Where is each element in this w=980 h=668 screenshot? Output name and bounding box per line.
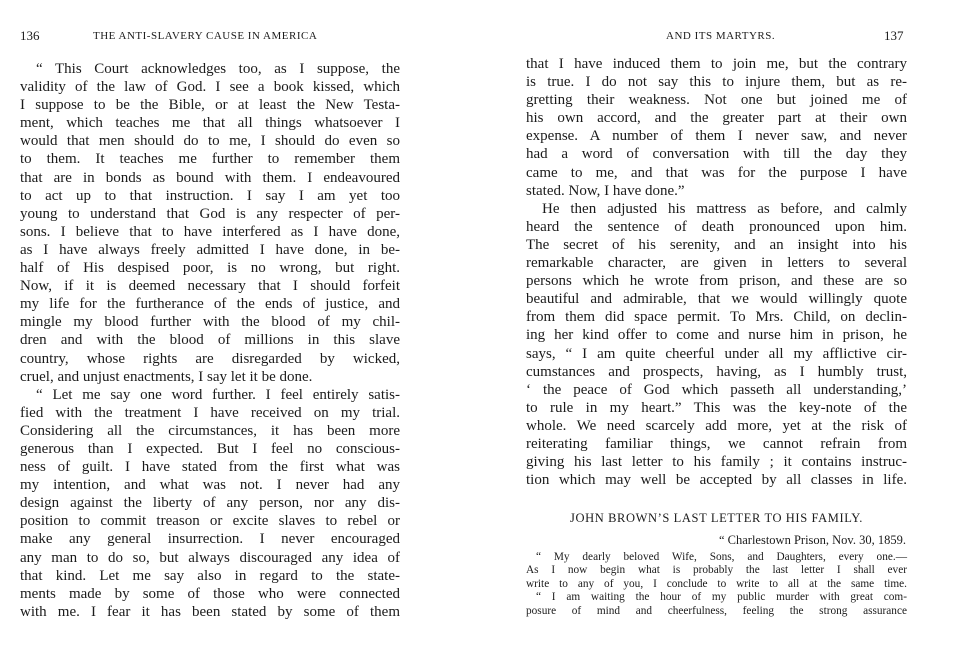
text-line: heard the sentence of death pronounced upon him. — [526, 218, 907, 235]
right-page-number: 137 — [884, 28, 904, 43]
text-line: ments made by some of those who were connected — [20, 585, 400, 602]
text-line: I suppose to be the Bible, or at least the New Testa- — [20, 97, 400, 114]
text-line: ing her kind offer to come and nurse him in prison, he — [526, 327, 907, 344]
text-line: had a word of conversation with till the day they — [526, 146, 907, 163]
letter-body — [526, 551, 907, 618]
text-line: ‘ the peace of God which passeth all understanding,’ — [526, 381, 907, 398]
text-line: half of His despised poor, is no wrong, but right. — [20, 260, 400, 277]
text-line: reiterating familiar things, we cannot refrain from — [526, 435, 907, 452]
text-line: generous than I expected. But I feel no conscious- — [20, 440, 400, 457]
text-line: that kind. Let me say also in regard to the state- — [20, 567, 400, 584]
text-line: my life for the furtherance of the ends of justice, and — [20, 296, 400, 313]
text-line: ment, which teaches me that all things whatsoever I — [20, 115, 400, 132]
text-line: He then adjusted his mattress as before, and calmly — [542, 200, 907, 217]
text-line: validity of the law of God. I see a book kissed, which — [20, 79, 400, 96]
letter-line: “ My dearly beloved Wife, Sons, and Daughters, every one.— — [536, 551, 907, 563]
text-line: his own accord, and the greater part at their own — [526, 110, 907, 127]
text-line: to act up to that instruction. I say I am yet too — [20, 187, 400, 204]
text-line: would that men should do to me, I should do even so — [20, 133, 400, 150]
left-body-text — [20, 60, 400, 621]
text-line: with me. I fear it has been stated by some of them — [20, 603, 400, 620]
letter-line: “ I am waiting the hour of my public murder with great com- — [536, 591, 907, 604]
text-line: “ This Court acknowledges too, as I suppose, the — [36, 61, 400, 77]
left-running-head: THE ANTI-SLAVERY CAUSE IN AMERICA — [93, 30, 318, 42]
text-line: persons which he wrote from prison, and these are so — [526, 273, 907, 290]
text-line: any man to do so, but always discouraged any idea of — [20, 549, 400, 566]
text-line: mingle my blood further with the blood of my chil- — [20, 314, 400, 331]
text-line: beautiful and admirable, that we would willingly quote — [526, 291, 907, 308]
letter-line: write to any of you, I conclude to write to all at the same time. — [526, 577, 907, 590]
text-line: country, whose rights are disregarded by wicked, — [20, 350, 400, 367]
right-page — [490, 0, 980, 668]
text-line: my intention, and what was not. I never had any — [20, 477, 400, 494]
text-line: Now, if it is deemed necessary that I should forfeit — [20, 278, 400, 295]
text-line: that are in bonds as bound with them. I endeavoured — [20, 169, 400, 186]
text-line: to rule in my heart.” This was the key-note of the — [526, 399, 907, 416]
right-body-text — [526, 55, 907, 489]
letter-title: JOHN BROWN’S LAST LETTER TO HIS FAMILY. — [570, 511, 863, 525]
text-line: whole. We need scarcely add more, yet at the risk of — [526, 417, 907, 434]
text-line: Considering all the circumstances, it has been more — [20, 422, 400, 439]
text-line: came to me, and that was for the purpose I have — [526, 164, 907, 181]
text-line: says, “ I am quite cheerful under all my afflictive cir- — [526, 345, 907, 362]
text-line: make any general insurrection. I never encouraged — [20, 531, 400, 548]
text-line: design against the liberty of any person, nor any dis- — [20, 495, 400, 512]
letter-line: posure of mind and cheerfulness, feeling the strong assurance — [526, 604, 907, 617]
text-line: “ Let me say one word further. I feel entirely satis- — [36, 386, 400, 403]
right-running-head: AND ITS MARTYRS. — [666, 30, 776, 42]
text-line: The secret of his serenity, and an insight into his — [526, 236, 907, 253]
text-line: is true. I do not say this to injure them, but as re- — [526, 74, 907, 91]
text-line: young to understand that God is any respecter of per- — [20, 205, 400, 222]
text-line: as I have always freely admitted I have done, in be- — [20, 241, 400, 258]
text-line: cruel, and unjust enactments, I say let it be done. — [20, 368, 313, 385]
text-line: fied with the treatment I have received on my trial. — [20, 404, 400, 421]
text-line: stated. Now, I have done.” — [526, 182, 685, 199]
text-line: position to commit treason or excite slaves to rebel or — [20, 513, 400, 530]
letter-line: As I now begin what is probably the last letter I shall ever — [526, 564, 907, 577]
text-line: tion which may well be accepted by all classes in life. — [526, 472, 907, 489]
text-line: ness of guilt. I have stated from the first what was — [20, 459, 400, 476]
text-line: gretting their weakness. Not one but joined me of — [526, 92, 907, 109]
left-page-number: 136 — [20, 28, 40, 43]
text-line: dren and with the blood of millions in this slave — [20, 332, 400, 349]
text-line: giving his last letter to his family ; it contains instruc- — [526, 454, 907, 471]
letter-dateline: “ Charlestown Prison, Nov. 30, 1859. — [718, 533, 906, 547]
text-line: remarkable character, are given in letters to several — [526, 255, 907, 272]
text-line: cumstances and prospects, having, as I humbly trust, — [526, 363, 907, 380]
text-line: from them did space permit. To Mrs. Child, on declin- — [526, 309, 907, 326]
text-line: to them. It teaches me further to remember them — [20, 151, 400, 168]
text-line: that I have induced them to join me, but the contrary — [526, 56, 907, 72]
text-line: expense. A number of them I never saw, and never — [526, 128, 907, 145]
text-line: sons. I believe that to have interfered as I have done, — [20, 223, 400, 240]
